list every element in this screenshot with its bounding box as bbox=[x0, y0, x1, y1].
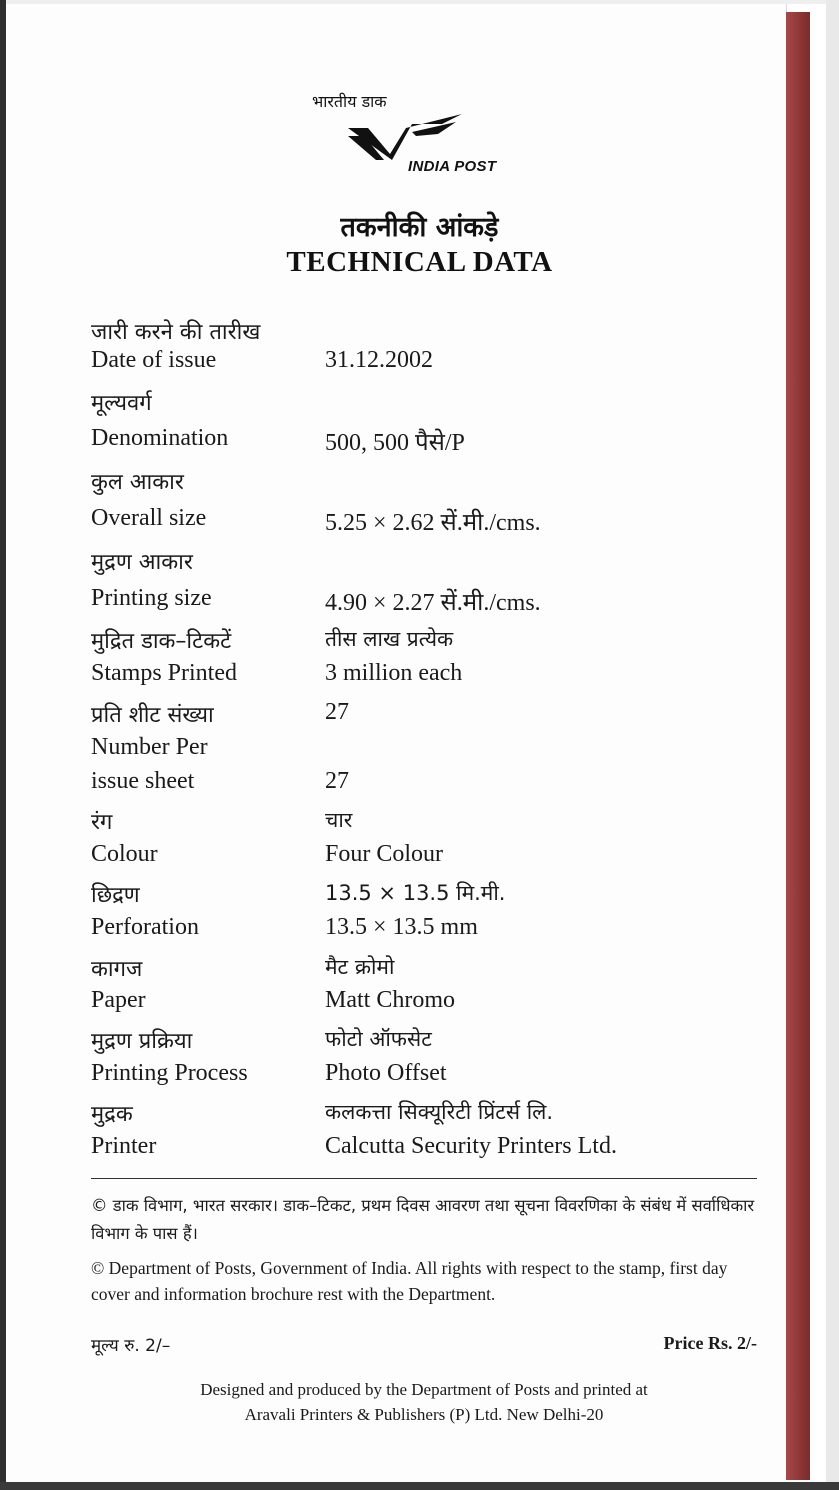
value-printer: Calcutta Security Printers Ltd. bbox=[325, 1133, 617, 1159]
label-date-of-issue-hindi: जारी करने की तारीख bbox=[91, 320, 261, 345]
value-denomination: 500, 500 पैसे/P bbox=[325, 430, 465, 456]
value-stamps-printed: 3 million each bbox=[325, 660, 463, 686]
label-overall-size: Overall size bbox=[91, 505, 207, 531]
label-printing-process: Printing Process bbox=[91, 1060, 248, 1086]
label-number-per: Number Per bbox=[91, 734, 208, 760]
value-colour: Four Colour bbox=[325, 841, 444, 867]
label-printer: Printer bbox=[91, 1133, 157, 1159]
india-post-logo bbox=[312, 90, 552, 180]
label-date-of-issue: Date of issue bbox=[91, 347, 217, 373]
india-post-logo-icon bbox=[346, 110, 464, 162]
copyright-hindi: © डाक विभाग, भारत सरकार। डाक–टिकट, प्रथम दिवस आवरण तथा सूचना विवरणिका के संबंध में सर्वाधिकार विभाग के पास हैं। bbox=[91, 1196, 755, 1243]
page-title: TECHNICAL DATA bbox=[286, 246, 553, 278]
value-printing-size: 4.90 × 2.27 सें.मी./cms. bbox=[325, 590, 541, 616]
logo-india-post-text: INDIA POST bbox=[408, 158, 497, 175]
value-printing-process-hindi: फोटो ऑफसेट bbox=[325, 1027, 432, 1051]
label-stamps-printed: Stamps Printed bbox=[91, 660, 238, 686]
label-number-per-sheet-hindi: प्रति शीट संख्या bbox=[91, 703, 214, 728]
value-number-per-sheet-hindi: 27 bbox=[325, 699, 349, 725]
value-colour-hindi: चार bbox=[325, 808, 353, 832]
value-stamps-printed-hindi: तीस लाख प्रत्येक bbox=[325, 627, 454, 651]
label-paper-hindi: कागज bbox=[91, 957, 143, 982]
price-hindi: मूल्य रु. 2/– bbox=[91, 1336, 171, 1356]
value-perforation: 13.5 × 13.5 mm bbox=[325, 914, 478, 940]
logo-hindi-text: भारतीय डाक bbox=[312, 92, 387, 111]
label-colour-hindi: रंग bbox=[91, 810, 113, 835]
label-overall-size-hindi: कुल आकार bbox=[91, 470, 184, 495]
footer-line-2: Aravali Printers & Publishers (P) Ltd. New Delhi-20 bbox=[244, 1405, 604, 1424]
value-number-per-sheet: 27 bbox=[325, 768, 349, 794]
price-english: Price Rs. 2/- bbox=[663, 1333, 757, 1353]
label-printing-size: Printing size bbox=[91, 585, 212, 611]
value-printer-hindi: कलकत्ता सिक्यूरिटी प्रिंटर्स लि. bbox=[325, 1100, 554, 1124]
value-paper: Matt Chromo bbox=[325, 987, 455, 1013]
scan-edge-bottom bbox=[0, 1482, 839, 1490]
value-printing-process: Photo Offset bbox=[325, 1060, 447, 1086]
label-denomination: Denomination bbox=[91, 425, 229, 451]
label-printing-size-hindi: मुद्रण आकार bbox=[91, 550, 193, 575]
label-paper: Paper bbox=[91, 987, 146, 1013]
value-paper-hindi: मैट क्रोमो bbox=[325, 955, 395, 979]
title-hindi: तकनीकी आंकड़े bbox=[340, 212, 499, 243]
label-colour: Colour bbox=[91, 841, 158, 867]
label-issue-sheet: issue sheet bbox=[91, 768, 195, 794]
label-denomination-hindi: मूल्यवर्ग bbox=[91, 391, 152, 416]
label-printing-process-hindi: मुद्रण प्रक्रिया bbox=[91, 1029, 193, 1054]
label-perforation: Perforation bbox=[91, 914, 199, 940]
divider bbox=[91, 1178, 757, 1179]
label-printer-hindi: मुद्रक bbox=[91, 1102, 133, 1127]
copyright-english: © Department of Posts, Government of India. All rights with respect to the stamp, first day cover and information brochure rest with the Department. bbox=[91, 1258, 728, 1304]
value-date-of-issue: 31.12.2002 bbox=[325, 347, 433, 373]
value-overall-size: 5.25 × 2.62 सें.मी./cms. bbox=[325, 510, 541, 536]
footer-line-1: Designed and produced by the Department of Posts and printed at bbox=[200, 1380, 648, 1399]
value-perforation-hindi: 13.5 × 13.5 मि.मी. bbox=[325, 881, 506, 905]
label-stamps-printed-hindi: मुद्रित डाक–टिकटें bbox=[91, 629, 232, 654]
label-perforation-hindi: छिद्रण bbox=[91, 883, 140, 908]
